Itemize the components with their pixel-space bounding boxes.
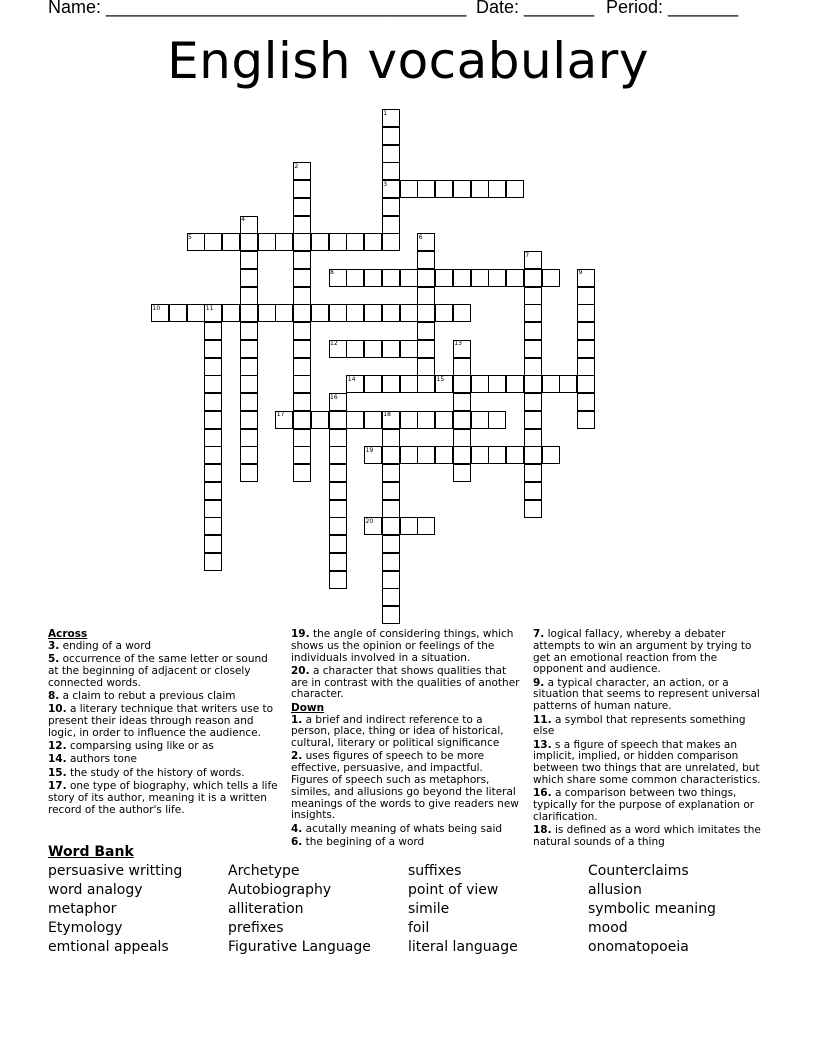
crossword-cell[interactable] bbox=[293, 411, 311, 429]
crossword-cell[interactable] bbox=[435, 446, 453, 464]
crossword-cell[interactable] bbox=[293, 233, 311, 251]
crossword-cell[interactable] bbox=[400, 340, 418, 358]
clues-column-2 bbox=[291, 629, 523, 850]
crossword-cell[interactable] bbox=[577, 322, 595, 340]
word-bank-item: Archetype bbox=[228, 863, 300, 879]
crossword-cell[interactable] bbox=[471, 411, 489, 429]
crossword-cell[interactable] bbox=[453, 464, 471, 482]
word-bank-item: Figurative Language bbox=[228, 939, 371, 955]
crossword-cell[interactable] bbox=[293, 340, 311, 358]
crossword-cell[interactable] bbox=[364, 340, 382, 358]
crossword-cell[interactable] bbox=[435, 304, 453, 322]
crossword-cell[interactable] bbox=[524, 500, 542, 518]
clue-number-label: 5 bbox=[188, 233, 192, 241]
crossword-cell[interactable] bbox=[577, 375, 595, 393]
crossword-cell[interactable] bbox=[524, 411, 542, 429]
clue-number-label: 20 bbox=[365, 517, 374, 525]
crossword-cell[interactable] bbox=[559, 375, 577, 393]
clue-number-label: 6 bbox=[418, 233, 423, 241]
crossword-cell[interactable] bbox=[577, 304, 595, 322]
crossword-cell[interactable] bbox=[346, 304, 364, 322]
crossword-cell[interactable] bbox=[240, 393, 258, 411]
crossword-cell[interactable] bbox=[453, 375, 471, 393]
crossword-cell[interactable] bbox=[577, 340, 595, 358]
crossword-cell[interactable] bbox=[524, 375, 542, 393]
clues-column-1 bbox=[48, 629, 280, 818]
clue-item bbox=[48, 704, 280, 739]
word-bank-item: foil bbox=[408, 920, 430, 936]
crossword-cell[interactable] bbox=[311, 233, 329, 251]
word-bank-item: emtional appeals bbox=[48, 939, 169, 955]
crossword-cell[interactable] bbox=[329, 535, 347, 553]
crossword-cell[interactable] bbox=[329, 446, 347, 464]
word-bank-item: simile bbox=[408, 901, 450, 917]
crossword-cell[interactable] bbox=[346, 340, 364, 358]
crossword-cell[interactable] bbox=[471, 269, 489, 287]
crossword-cell[interactable] bbox=[488, 180, 506, 198]
clue-item bbox=[48, 654, 280, 689]
crossword-cell[interactable] bbox=[453, 446, 471, 464]
crossword-cell[interactable] bbox=[400, 446, 418, 464]
crossword-cell[interactable] bbox=[329, 500, 347, 518]
crossword-cell[interactable] bbox=[400, 269, 418, 287]
crossword-cell[interactable] bbox=[382, 606, 400, 624]
crossword-cell[interactable] bbox=[204, 517, 222, 535]
clue-text: uses figures of speech to be more effective, persuasive, and impactful. Figures of speech such as metaphors, similes, and allusions go beyond the literal meanings of the words to give readers new insights. bbox=[291, 750, 519, 822]
crossword-cell[interactable] bbox=[311, 411, 329, 429]
clue-number-label: 2 bbox=[294, 162, 299, 170]
crossword-cell[interactable] bbox=[240, 464, 258, 482]
crossword-cell[interactable] bbox=[293, 429, 311, 447]
word-bank-title: Word Bank bbox=[48, 844, 134, 860]
clue-item bbox=[291, 629, 523, 664]
crossword-cell[interactable] bbox=[293, 198, 311, 216]
clue-item bbox=[48, 781, 280, 816]
clue-number-label: 18 bbox=[383, 411, 391, 419]
clue-text: a character that shows qualities that are in contrast with the qualities of another character. bbox=[291, 664, 520, 701]
crossword-cell[interactable] bbox=[329, 304, 347, 322]
crossword-cell[interactable] bbox=[240, 411, 258, 429]
crossword-cell[interactable] bbox=[204, 340, 222, 358]
crossword-cell[interactable] bbox=[400, 375, 418, 393]
clue-number: 3. bbox=[48, 639, 60, 652]
clue-number: 14. bbox=[48, 753, 67, 766]
name-label: Name: ____________________________________ bbox=[48, 0, 467, 17]
crossword-cell[interactable] bbox=[293, 304, 311, 322]
crossword-cell[interactable] bbox=[417, 322, 435, 340]
crossword-cell[interactable] bbox=[542, 446, 560, 464]
crossword-cell[interactable] bbox=[453, 304, 471, 322]
clue-item bbox=[533, 629, 769, 676]
crossword-cell[interactable] bbox=[524, 446, 542, 464]
clue-number-label: 1 bbox=[383, 109, 388, 117]
crossword-cell[interactable] bbox=[382, 517, 400, 535]
clue-text: ending of a word bbox=[59, 639, 152, 652]
crossword-cell[interactable] bbox=[577, 358, 595, 376]
clue-number-label: 10 bbox=[152, 304, 161, 312]
crossword-cell[interactable] bbox=[204, 446, 222, 464]
crossword-cell[interactable] bbox=[240, 233, 258, 251]
clue-number-label: 8 bbox=[330, 269, 334, 277]
crossword-cell[interactable] bbox=[400, 180, 418, 198]
crossword-cell[interactable] bbox=[417, 287, 435, 305]
crossword-cell[interactable] bbox=[382, 162, 400, 180]
clue-text: a claim to rebut a previous claim bbox=[59, 689, 236, 702]
clue-item bbox=[291, 837, 523, 849]
crossword-cell[interactable] bbox=[346, 411, 364, 429]
word-bank-item: onomatopoeia bbox=[588, 939, 689, 955]
clue-number: 10. bbox=[48, 703, 67, 716]
clue-number: 12. bbox=[48, 740, 67, 753]
crossword-cell[interactable] bbox=[382, 535, 400, 553]
crossword-cell[interactable] bbox=[364, 375, 382, 393]
crossword-cell[interactable] bbox=[382, 571, 400, 589]
crossword-cell[interactable] bbox=[293, 358, 311, 376]
clue-number: 4. bbox=[291, 822, 303, 835]
word-bank-column-1 bbox=[48, 862, 182, 957]
crossword-cell[interactable] bbox=[417, 304, 435, 322]
crossword-cell[interactable] bbox=[382, 340, 400, 358]
word-bank-column-2 bbox=[228, 862, 371, 957]
clue-number: 15. bbox=[48, 766, 67, 779]
crossword-cell[interactable] bbox=[417, 251, 435, 269]
clue-number: 5. bbox=[48, 653, 60, 666]
crossword-cell[interactable] bbox=[417, 375, 435, 393]
clue-number: 18. bbox=[533, 824, 552, 837]
crossword-cell[interactable] bbox=[382, 145, 400, 163]
crossword-cell[interactable] bbox=[293, 269, 311, 287]
crossword-cell[interactable] bbox=[382, 464, 400, 482]
crossword-cell[interactable] bbox=[524, 464, 542, 482]
word-bank-item: point of view bbox=[408, 882, 499, 898]
clue-item bbox=[533, 825, 769, 849]
crossword-cell[interactable] bbox=[382, 446, 400, 464]
clue-number-label: 14 bbox=[347, 375, 356, 383]
crossword-cell[interactable] bbox=[293, 464, 311, 482]
crossword-cell[interactable] bbox=[382, 198, 400, 216]
crossword-cell[interactable] bbox=[364, 269, 382, 287]
clue-number-label: 15 bbox=[436, 375, 445, 383]
clue-item bbox=[48, 641, 280, 653]
word-bank-item: persuasive writting bbox=[48, 863, 183, 879]
crossword-cell[interactable] bbox=[169, 304, 187, 322]
word-bank-item: word analogy bbox=[48, 882, 143, 898]
crossword-cell[interactable] bbox=[382, 375, 400, 393]
crossword-cell[interactable] bbox=[240, 446, 258, 464]
clue-text: a literary technique that writers use to present their ideas through reason and logic, in order to influence the audience. bbox=[48, 703, 274, 739]
clue-number-label: 4 bbox=[241, 216, 246, 223]
clue-text: the angle of considering things, which shows us the opinion or feelings of the individuals involved in a situation. bbox=[291, 628, 514, 664]
crossword-cell[interactable] bbox=[471, 446, 489, 464]
clue-item bbox=[533, 788, 769, 823]
crossword-cell[interactable] bbox=[453, 393, 471, 411]
word-bank-item: literal language bbox=[408, 939, 518, 955]
page-title: English vocabulary bbox=[167, 32, 649, 90]
crossword-cell[interactable] bbox=[187, 304, 205, 322]
crossword-cell[interactable] bbox=[488, 269, 506, 287]
crossword-cell[interactable] bbox=[329, 411, 347, 429]
clue-item bbox=[48, 754, 280, 766]
crossword-cell[interactable] bbox=[506, 180, 524, 198]
crossword-cell[interactable] bbox=[524, 287, 542, 305]
clue-number: 2. bbox=[291, 750, 303, 763]
crossword-cell[interactable] bbox=[329, 571, 347, 589]
crossword-cell[interactable] bbox=[453, 180, 471, 198]
crossword-cell[interactable] bbox=[382, 233, 400, 251]
crossword-cell[interactable] bbox=[204, 464, 222, 482]
crossword-cell[interactable] bbox=[471, 375, 489, 393]
crossword-cell[interactable] bbox=[329, 429, 347, 447]
clue-item bbox=[291, 751, 523, 822]
crossword-cell[interactable] bbox=[222, 233, 240, 251]
crossword-cell[interactable] bbox=[417, 517, 435, 535]
crossword-cell[interactable] bbox=[435, 411, 453, 429]
crossword-cell[interactable] bbox=[275, 233, 293, 251]
crossword-cell[interactable] bbox=[293, 322, 311, 340]
word-bank-item: alliteration bbox=[228, 901, 304, 917]
crossword-cell[interactable] bbox=[275, 304, 293, 322]
crossword-cell[interactable] bbox=[400, 517, 418, 535]
crossword-cell[interactable] bbox=[204, 393, 222, 411]
crossword-cell[interactable] bbox=[240, 251, 258, 269]
clue-number-label: 7 bbox=[525, 251, 530, 259]
clue-text: logical fallacy, whereby a debater attempts to win an argument by trying to get an emotional reaction from the opponent and audience. bbox=[533, 628, 752, 676]
crossword-cell[interactable] bbox=[382, 304, 400, 322]
crossword-cell[interactable] bbox=[293, 251, 311, 269]
crossword-cell[interactable] bbox=[524, 358, 542, 376]
crossword-cell[interactable] bbox=[329, 517, 347, 535]
crossword-cell[interactable] bbox=[488, 411, 506, 429]
crossword-cell[interactable] bbox=[542, 269, 560, 287]
crossword-cell[interactable] bbox=[240, 429, 258, 447]
clue-text: acutally meaning of whats being said bbox=[302, 822, 503, 835]
word-bank-item: prefixes bbox=[228, 920, 284, 936]
clue-text: a brief and indirect reference to a person, place, thing or idea of historical, cultural, literary or political significance bbox=[291, 713, 504, 750]
crossword-cell[interactable] bbox=[524, 304, 542, 322]
clue-number: 17. bbox=[48, 780, 67, 793]
crossword-cell[interactable] bbox=[577, 393, 595, 411]
down-heading: Down bbox=[291, 701, 325, 714]
crossword-cell[interactable] bbox=[417, 269, 435, 287]
clue-number: 6. bbox=[291, 836, 303, 849]
clue-item bbox=[533, 678, 769, 713]
crossword-cell[interactable] bbox=[382, 482, 400, 500]
clue-text: the begining of a word bbox=[302, 836, 425, 849]
crossword-cell[interactable] bbox=[435, 269, 453, 287]
crossword-cell[interactable] bbox=[240, 322, 258, 340]
crossword-cell[interactable] bbox=[382, 429, 400, 447]
clue-text: s a figure of speech that makes an implicit, implied, or hidden comparison between two things that are unrelated, but which share some common characteristics. bbox=[533, 738, 761, 787]
crossword-cell[interactable] bbox=[240, 287, 258, 305]
crossword-cell[interactable] bbox=[417, 358, 435, 376]
clue-number: 16. bbox=[533, 787, 552, 800]
crossword-cell[interactable] bbox=[258, 233, 276, 251]
crossword-cell[interactable] bbox=[240, 304, 258, 322]
crossword-cell[interactable] bbox=[364, 304, 382, 322]
crossword-cell[interactable] bbox=[382, 588, 400, 606]
across-heading: Across bbox=[48, 628, 88, 640]
crossword-cell[interactable] bbox=[417, 446, 435, 464]
clue-text: comparsing using like or as bbox=[66, 740, 214, 753]
date-label: Date: _______ bbox=[476, 0, 595, 17]
crossword-cell[interactable] bbox=[471, 180, 489, 198]
crossword-cell[interactable] bbox=[346, 269, 364, 287]
crossword-cell[interactable] bbox=[400, 304, 418, 322]
crossword-cell[interactable] bbox=[293, 393, 311, 411]
word-bank-column-4 bbox=[588, 862, 716, 957]
crossword-cell[interactable] bbox=[417, 340, 435, 358]
crossword-cell[interactable] bbox=[311, 304, 329, 322]
clue-text: a comparison between two things, typically for the purpose of explanation or clarification. bbox=[533, 787, 755, 823]
clue-number: 19. bbox=[291, 628, 310, 640]
clue-number-label: 3 bbox=[383, 180, 388, 188]
crossword-cell[interactable] bbox=[524, 393, 542, 411]
crossword-cell[interactable] bbox=[453, 411, 471, 429]
clue-text: is defined as a word which imitates the natural sounds of a thing bbox=[533, 824, 761, 849]
crossword-cell[interactable] bbox=[204, 233, 222, 251]
clue-item bbox=[533, 740, 769, 787]
crossword-cell[interactable] bbox=[204, 375, 222, 393]
clue-number: 9. bbox=[533, 676, 545, 689]
crossword-cell[interactable] bbox=[204, 482, 222, 500]
crossword-cell[interactable] bbox=[204, 429, 222, 447]
crossword-cell[interactable] bbox=[240, 340, 258, 358]
clue-text: the study of the history of words. bbox=[66, 766, 245, 779]
word-bank-item: Etymology bbox=[48, 920, 123, 936]
crossword-cell[interactable] bbox=[204, 322, 222, 340]
clues-column-3 bbox=[533, 629, 769, 850]
clue-number-label: 19 bbox=[365, 446, 374, 454]
word-bank-item: allusion bbox=[588, 882, 642, 898]
crossword-cell[interactable] bbox=[204, 553, 222, 571]
clue-text: occurrence of the same letter or sound at the beginning of adjacent or closely connected words. bbox=[48, 653, 268, 689]
clue-number-label: 17 bbox=[276, 411, 285, 419]
crossword-cell[interactable] bbox=[506, 269, 524, 287]
clue-number-label: 13 bbox=[454, 340, 462, 348]
clue-number: 20. bbox=[291, 664, 310, 677]
clue-item bbox=[291, 715, 523, 750]
crossword-cell[interactable] bbox=[488, 446, 506, 464]
clue-item bbox=[291, 666, 523, 701]
crossword-cell[interactable] bbox=[293, 446, 311, 464]
crossword-cell[interactable] bbox=[293, 216, 311, 234]
clue-item bbox=[291, 824, 523, 836]
crossword-cell[interactable] bbox=[577, 287, 595, 305]
word-bank-item: suffixes bbox=[408, 863, 462, 879]
crossword-cell[interactable] bbox=[204, 500, 222, 518]
crossword-cell[interactable] bbox=[204, 535, 222, 553]
crossword-cell[interactable] bbox=[453, 269, 471, 287]
clue-number-label: 16 bbox=[330, 393, 338, 401]
word-bank-item: Autobiography bbox=[228, 882, 332, 898]
crossword-cell[interactable] bbox=[453, 358, 471, 376]
crossword-cell[interactable] bbox=[293, 180, 311, 198]
word-bank-item: metaphor bbox=[48, 901, 117, 917]
clue-text: a typical character, an action, or a situation that seems to represent universal patterns of human nature. bbox=[533, 676, 760, 713]
crossword-cell[interactable] bbox=[542, 375, 560, 393]
crossword-cell[interactable] bbox=[382, 500, 400, 518]
clue-number: 7. bbox=[533, 628, 545, 640]
crossword-cell[interactable] bbox=[329, 464, 347, 482]
crossword-cell[interactable] bbox=[577, 411, 595, 429]
clue-item bbox=[533, 715, 769, 739]
crossword-cell[interactable] bbox=[258, 304, 276, 322]
clue-number: 8. bbox=[48, 689, 60, 702]
period-label: Period: _______ bbox=[606, 0, 739, 17]
crossword-cell[interactable] bbox=[382, 216, 400, 234]
word-bank-item: mood bbox=[588, 920, 628, 936]
clue-text: one type of biography, which tells a life story of its author, meaning it is a written record of the author's life. bbox=[48, 780, 278, 816]
clue-number-label: 12 bbox=[330, 340, 338, 348]
crossword-cell[interactable] bbox=[453, 429, 471, 447]
clue-number: 11. bbox=[533, 713, 552, 726]
crossword-cell[interactable] bbox=[524, 322, 542, 340]
crossword-cell[interactable] bbox=[417, 411, 435, 429]
crossword-cell[interactable] bbox=[524, 429, 542, 447]
clue-text: authors tone bbox=[66, 753, 138, 766]
crossword-cell[interactable] bbox=[204, 411, 222, 429]
clue-text: a symbol that represents something else bbox=[533, 713, 746, 738]
crossword-cell[interactable] bbox=[329, 553, 347, 571]
word-bank-item: symbolic meaning bbox=[588, 901, 716, 917]
clue-number: 1. bbox=[291, 713, 303, 726]
crossword-cell[interactable] bbox=[204, 358, 222, 376]
crossword-cell[interactable] bbox=[524, 340, 542, 358]
crossword-cell[interactable] bbox=[240, 375, 258, 393]
word-bank-column-3 bbox=[408, 862, 518, 957]
crossword-cell[interactable] bbox=[435, 180, 453, 198]
crossword-cell[interactable] bbox=[400, 411, 418, 429]
clue-number-label: 11 bbox=[205, 304, 214, 312]
crossword-cell[interactable] bbox=[382, 127, 400, 145]
clue-number: 13. bbox=[533, 738, 552, 751]
crossword-cell[interactable] bbox=[382, 269, 400, 287]
crossword-cell[interactable] bbox=[382, 553, 400, 571]
crossword-cell[interactable] bbox=[222, 304, 240, 322]
crossword-cell[interactable] bbox=[240, 358, 258, 376]
crossword-cell[interactable] bbox=[364, 233, 382, 251]
crossword-cell[interactable] bbox=[506, 375, 524, 393]
crossword-cell[interactable] bbox=[240, 269, 258, 287]
crossword-cell[interactable] bbox=[506, 446, 524, 464]
clue-item bbox=[48, 741, 280, 753]
crossword-cell[interactable] bbox=[293, 287, 311, 305]
clue-number-label: 9 bbox=[578, 269, 583, 277]
crossword-cell[interactable] bbox=[329, 233, 347, 251]
crossword-cell[interactable] bbox=[293, 375, 311, 393]
clue-item bbox=[48, 691, 280, 703]
crossword-cell[interactable] bbox=[488, 375, 506, 393]
crossword-cell[interactable] bbox=[524, 482, 542, 500]
clue-item bbox=[48, 768, 280, 780]
crossword-cell[interactable] bbox=[346, 233, 364, 251]
crossword-cell[interactable] bbox=[364, 411, 382, 429]
crossword-cell[interactable] bbox=[524, 269, 542, 287]
word-bank-item: Counterclaims bbox=[588, 863, 689, 879]
crossword-cell[interactable] bbox=[329, 482, 347, 500]
crossword-cell[interactable] bbox=[417, 180, 435, 198]
